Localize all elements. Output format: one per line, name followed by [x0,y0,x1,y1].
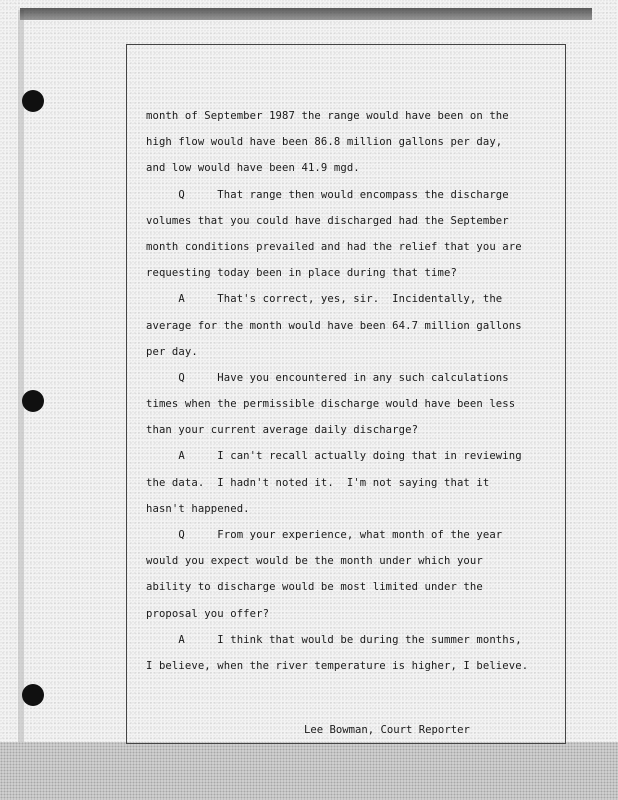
transcript-line: per day. [146,345,198,358]
transcript-line: A That's correct, yes, sir. Incidentally, the [146,293,503,306]
transcript-line: Q Have you encountered in any such calculations [146,371,509,384]
binder-hole-bottom [22,684,44,706]
transcript-line: month conditions prevailed and had the relief that you are [146,240,522,253]
transcript-line: volumes that you could have discharged had the September [146,214,509,227]
transcript-body [146,106,578,682]
transcript-line: month of September 1987 the range would have been on the [146,110,509,122]
transcript-line: times when the permissible discharge would have been less [146,398,516,411]
transcript-line: A I think that would be during the summer months, [146,633,522,646]
transcript-line: A I can't recall actually doing that in reviewing [146,450,522,463]
transcript-line: would you expect would be the month under which your [146,555,483,568]
transcript-line: average for the month would have been 64.7 million gallons [146,319,522,332]
binder-hole-middle [22,390,44,412]
transcript-line: Q From your experience, what month of the year [146,529,503,541]
transcript-line: requesting today been in place during that time? [146,267,457,280]
transcript-line: than your current average daily discharge? [146,424,419,437]
transcript-line: Q That range then would encompass the discharge [146,188,509,201]
court-reporter-footer: Lee Bowman, Court Reporter [304,724,470,736]
transcript-line: and low would have been 41.9 mgd. [146,162,360,175]
transcript-line: I believe, when the river temperature is higher, I believe. [146,659,529,672]
transcript-line: the data. I hadn't noted it. I'm not saying that it [146,476,490,489]
page-top-edge [20,8,592,20]
scan-bottom-noise [0,742,618,800]
transcript-line: hasn't happened. [146,502,250,515]
binder-hole-top [22,90,44,112]
transcript-line: ability to discharge would be most limited under the [146,581,483,594]
transcript-line: high flow would have been 86.8 million gallons per day, [146,136,503,149]
page-left-edge [18,10,24,770]
transcript-line: proposal you offer? [146,607,270,620]
